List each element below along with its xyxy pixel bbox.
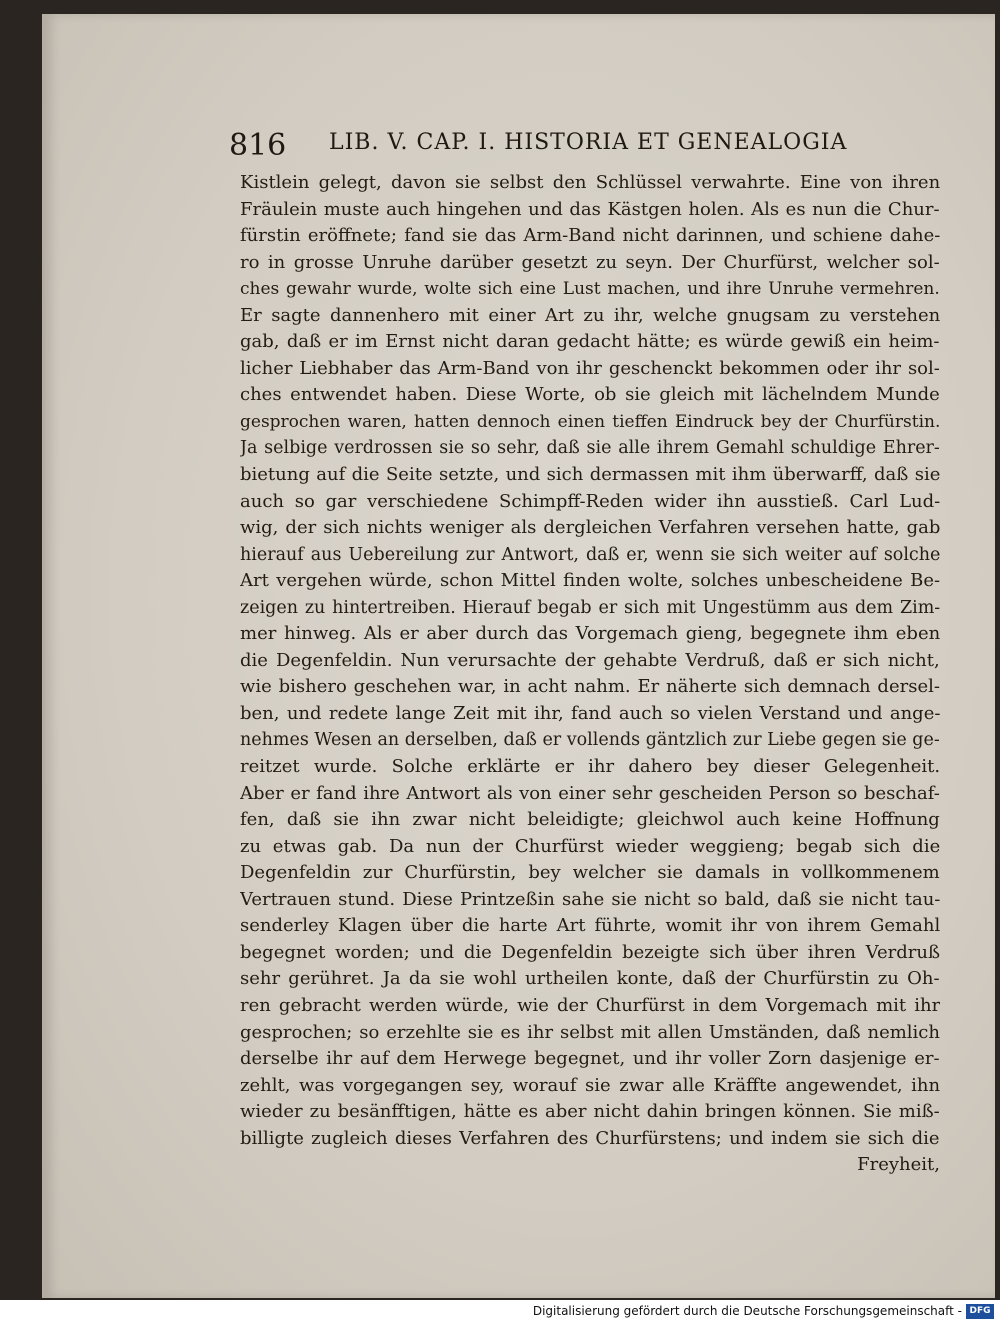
text-line: mer hinweg. Als er aber durch das Vorgemach gieng, begegnete ihm eben [240, 623, 940, 645]
text-line: reitzet wurde. Solche erklärte er ihr dahero bey dieser Gelegenheit. [240, 756, 940, 778]
text-line: ro in grosse Unruhe darüber gesetzt zu seyn. Der Churfürst, welcher sol- [240, 251, 940, 273]
text-line: fürstin eröffnete; fand sie das Arm-Band nicht darinnen, und schiene dahe- [240, 225, 940, 247]
body-text [240, 170, 940, 1179]
text-line: Kistlein gelegt, davon sie selbst den Schlüssel verwahrte. Eine von ihren [240, 172, 940, 193]
text-line: sehr gerühret. Ja da sie wohl urtheilen konte, daß der Churfürstin zu Oh- [240, 968, 940, 990]
text-line: nehmes Wesen an derselben, daß er vollends gäntzlich zur Liebe gegen sie ge- [240, 730, 940, 751]
text-line: Fräulein muste auch hingehen und das Kästgen holen. Als es nun die Chur- [240, 198, 940, 220]
text-line: gab, daß er im Ernst nicht daran gedacht hätte; es würde gewiß ein heim- [240, 331, 940, 353]
catchword: Freyheit, [857, 1154, 940, 1176]
text-line: fen, daß sie ihn zwar nicht beleidigte; gleichwol auch keine Hoffnung [240, 809, 940, 831]
page-number: 816 [229, 128, 287, 163]
text-line: bietung auf die Seite setzte, und sich dermassen mit ihm überwarff, daß sie [240, 464, 940, 486]
text-line: billigte zugleich dieses Verfahren des Churfürstens; und indem sie sich die [240, 1127, 940, 1149]
running-head: LIB. V. CAP. I. HISTORIA ET GENEALOGIA [329, 130, 848, 155]
text-line: Vertrauen stund. Diese Printzeßin sahe sie nicht so bald, daß sie nicht tau- [240, 888, 940, 910]
text-line: die Degenfeldin. Nun verursachte der gehabte Verdruß, daß er sich nicht, [240, 649, 940, 671]
text-line: licher Liebhaber das Arm-Band von ihr geschenckt bekommen oder ihr sol- [240, 357, 940, 379]
text-line: auch so gar verschiedene Schimpff-Reden wider ihn ausstieß. Carl Lud- [240, 490, 940, 512]
dfg-logo: DFG [966, 1304, 994, 1319]
text-line: zeigen zu hintertreiben. Hierauf begab er sich mit Ungestümm aus dem Zim- [240, 597, 940, 618]
footer-bar [0, 1300, 1000, 1323]
text-line: Degenfeldin zur Churfürstin, bey welcher sie damals in vollkommenem [240, 862, 940, 884]
text-line: senderley Klagen über die harte Art führte, womit ihr von ihrem Gemahl [240, 915, 940, 937]
text-line: zehlt, was vorgegangen sey, worauf sie zwar alle Kräffte angewendet, ihn [240, 1074, 940, 1096]
page-header [229, 124, 848, 164]
text-line: Aber er fand ihre Antwort als von einer sehr gescheiden Person so beschaf- [240, 782, 940, 804]
text-line: gesprochen waren, hatten dennoch einen tieffen Eindruck bey der Churfürstin. [240, 411, 940, 432]
text-line: ben, und redete lange Zeit mit ihr, fand auch so vielen Verstand und ange- [240, 702, 940, 724]
text-line: ches gewahr wurde, wolte sich eine Lust machen, und ihre Unruhe vermehren. [240, 279, 940, 300]
text-line: Er sagte dannenhero mit einer Art zu ihr, welche gnugsam zu verstehen [240, 304, 940, 326]
text-line: begegnet worden; und die Degenfeldin bezeigte sich über ihren Verdruß [240, 941, 940, 963]
text-line: gesprochen; so erzehlte sie es ihr selbst mit allen Umständen, daß nemlich [240, 1021, 940, 1043]
text-line: wig, der sich nichts weniger als dergleichen Verfahren versehen hatte, gab [240, 517, 940, 539]
text-line: ches entwendet haben. Diese Worte, ob sie gleich mit lächelndem Munde [240, 384, 940, 406]
text-line: wie bishero geschehen war, in acht nahm. Er näherte sich demnach dersel- [240, 676, 940, 698]
text-line: derselbe ihr auf dem Herwege begegnet, und ihr voller Zorn dasjenige er- [240, 1048, 940, 1070]
text-line: ren gebracht werden würde, wie der Churfürst in dem Vorgemach mit ihr [240, 994, 940, 1016]
text-line: hierauf aus Uebereilung zur Antwort, daß er, wenn sie sich weiter auf solche [240, 544, 940, 565]
text-line: wieder zu besänfftigen, hätte es aber nicht dahin bringen können. Sie miß- [240, 1101, 940, 1123]
funding-notice: Digitalisierung gefördert durch die Deutsche Forschungsgemeinschaft - [532, 1304, 962, 1318]
text-line: Ja selbige verdrossen sie so sehr, daß sie alle ihrem Gemahl schuldige Ehrer- [240, 438, 940, 459]
text-line: zu etwas gab. Da nun der Churfürst wieder weggieng; begab sich die [240, 835, 940, 857]
text-line: Art vergehen würde, schon Mittel finden wolte, solches unbescheidene Be- [240, 570, 940, 592]
